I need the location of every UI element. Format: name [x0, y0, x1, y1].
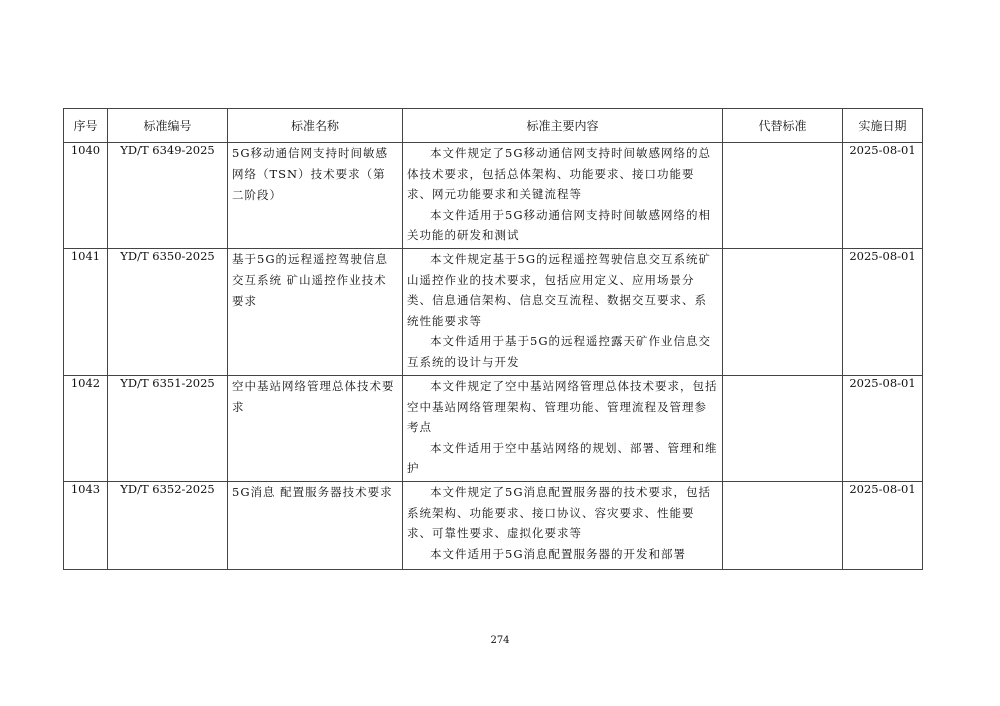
cell-content — [403, 482, 723, 570]
cell-seq: 1043 — [64, 482, 108, 570]
content-paragraph: 本文件规定了5G消息配置服务器的技术要求，包括系统架构、功能要求、接口协议、容灾要求、性能要求、可靠性要求、虚拟化要求等 — [407, 485, 712, 540]
cell-date: 2025-08-01 — [843, 143, 923, 249]
content-paragraph: 本文件适用于空中基站网络的规划、部署、管理和维护 — [407, 440, 718, 475]
cell-replace — [723, 482, 843, 570]
content-paragraph: 本文件规定基于5G的远程遥控驾驶信息交互系统矿山遥控作业的技术要求，包括应用定义、应用场景分类、信息通信架构、信息交互流程、数据交互要求、系统性能要求等 — [407, 252, 712, 328]
cell-seq: 1042 — [64, 376, 108, 482]
page-number: 274 — [490, 635, 510, 646]
table-row — [64, 482, 923, 570]
cell-replace — [723, 376, 843, 482]
header-seq: 序号 — [64, 109, 108, 143]
cell-replace — [723, 249, 843, 376]
cell-code: YD/T 6350-2025 — [108, 249, 228, 376]
cell-name: 5G消息 配置服务器技术要求 — [228, 482, 403, 570]
cell-code: YD/T 6352-2025 — [108, 482, 228, 570]
cell-replace — [723, 143, 843, 249]
header-date: 实施日期 — [843, 109, 923, 143]
cell-code: YD/T 6351-2025 — [108, 376, 228, 482]
content-paragraph: 本文件适用于基于5G的远程遥控露天矿作业信息交互系统的设计与开发 — [407, 334, 712, 369]
cell-date: 2025-08-01 — [843, 249, 923, 376]
cell-seq: 1041 — [64, 249, 108, 376]
cell-seq: 1040 — [64, 143, 108, 249]
content-paragraph: 本文件规定了空中基站网络管理总体技术要求，包括空中基站网络管理架构、管理功能、管理流程及管理参考点 — [407, 379, 718, 434]
table-row — [64, 249, 923, 376]
standards-table — [63, 108, 923, 570]
cell-name: 5G移动通信网支持时间敏感网络（TSN）技术要求（第二阶段） — [228, 143, 403, 249]
cell-date: 2025-08-01 — [843, 482, 923, 570]
table-header-row — [64, 109, 923, 143]
header-replace: 代替标准 — [723, 109, 843, 143]
content-paragraph: 本文件适用于5G移动通信网支持时间敏感网络的相关功能的研发和测试 — [407, 207, 712, 242]
content-paragraph: 本文件适用于5G消息配置服务器的开发和部署 — [430, 546, 687, 561]
header-code: 标准编号 — [108, 109, 228, 143]
cell-content — [403, 376, 723, 482]
cell-name: 空中基站网络管理总体技术要求 — [228, 376, 403, 482]
header-name: 标准名称 — [228, 109, 403, 143]
table-row — [64, 376, 923, 482]
cell-name: 基于5G的远程遥控驾驶信息交互系统 矿山遥控作业技术要求 — [228, 249, 403, 376]
cell-date: 2025-08-01 — [843, 376, 923, 482]
cell-content — [403, 249, 723, 376]
table-row — [64, 143, 923, 249]
header-content: 标准主要内容 — [403, 109, 723, 143]
cell-code: YD/T 6349-2025 — [108, 143, 228, 249]
cell-content — [403, 143, 723, 249]
content-paragraph: 本文件规定了5G移动通信网支持时间敏感网络的总体技术要求，包括总体架构、功能要求、接口功能要求、网元功能要求和关键流程等 — [407, 146, 712, 201]
